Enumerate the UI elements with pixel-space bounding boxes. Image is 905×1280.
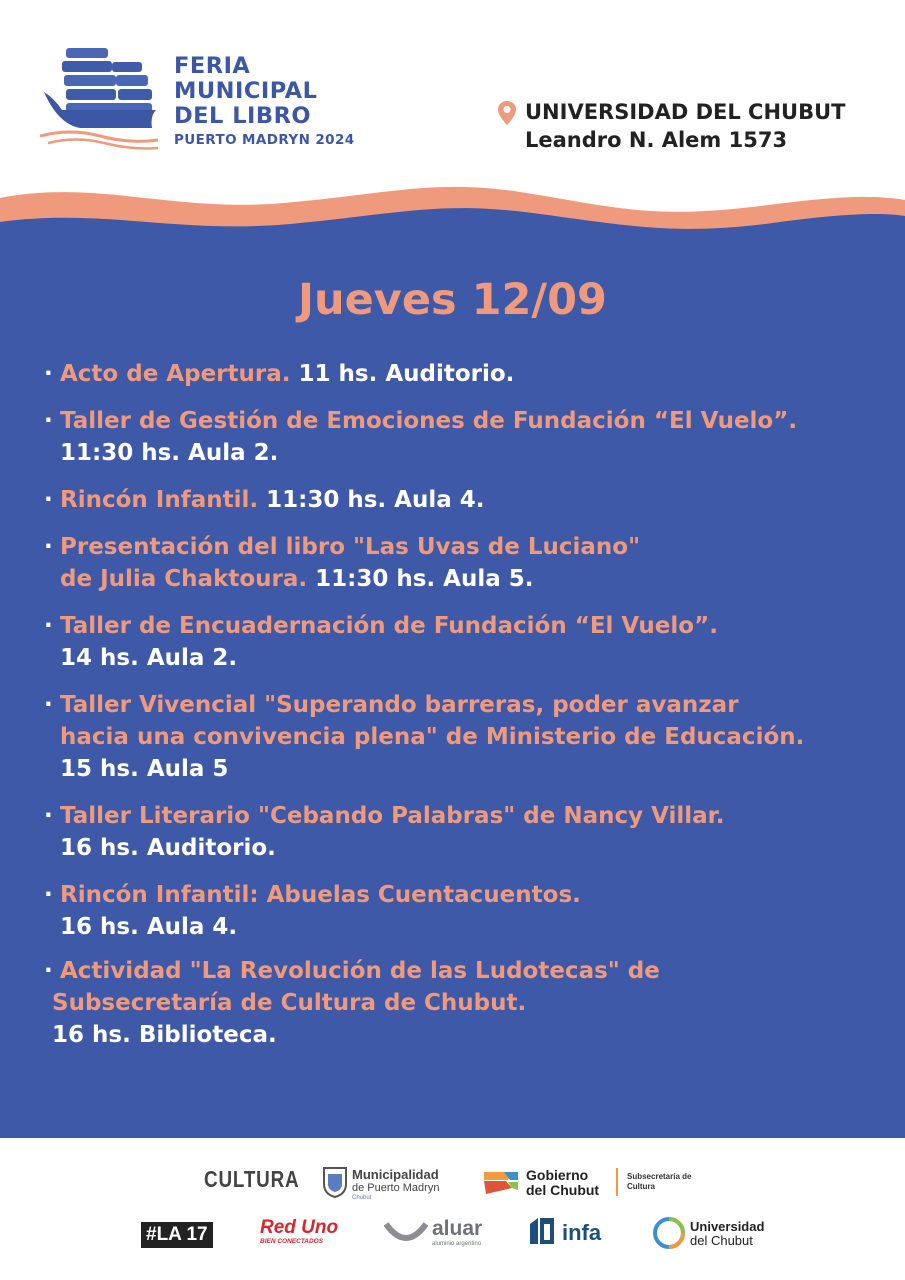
agenda-list [44,358,894,1066]
agenda-item-detail: 16 hs. Aula 4. [60,914,238,940]
logo-line-3: DEL LIBRO [174,103,312,129]
agenda-item-title-cont: Subsecretaría de Cultura de Chubut. [52,990,527,1016]
agenda-item [44,800,894,864]
agenda-item-title-cont: de Julia Chaktoura. [60,566,308,592]
universidad-chubut-ring-icon [652,1216,686,1250]
reduno-tagline: BIEN CONECTADOS [260,1238,324,1245]
municipalidad-logo [352,1168,439,1202]
gob-line-2: del Chubut [526,1182,600,1198]
muni-line-1: Municipalidad [352,1167,439,1182]
logo-line-2: MUNICIPAL [174,78,318,104]
agenda-item-title: Acto de Apertura. [60,361,291,387]
agenda-line [60,358,894,390]
agenda-item [44,879,894,943]
la17-logo-text: #LA 17 [146,1224,208,1245]
subsec-line-2: Cultura [627,1182,655,1191]
agenda-item-title: Taller Literario "Cebando Palabras" de Nancy Villar. [60,803,725,829]
venue-address: Leandro N. Alem 1573 [525,128,788,152]
agenda-item-title: Presentación del libro "Las Uvas de Luciano" [60,534,641,560]
wave-divider [0,180,905,260]
fair-logo-text [174,54,355,150]
agenda-item-detail: 11:30 hs. Aula 4. [258,487,485,513]
cultura-logo [204,1166,299,1193]
logo-line-1: FERIA [174,53,251,79]
agenda-line [60,484,894,516]
aluar-logo [432,1218,482,1248]
subsecretaria-cultura-logo [627,1172,691,1192]
agenda-item-title: Rincón Infantil. [60,487,259,513]
agenda-item-detail: 11 hs. Auditorio. [290,361,515,387]
agenda-item-title: Actividad "La Revolución de las Ludotecas" de [60,958,660,984]
agenda-item-detail: 11:30 hs. Aula 2. [60,440,279,466]
udc-line-1: Universidad [690,1219,765,1234]
cultura-logo-text: CULTURA [204,1166,300,1192]
muni-line-3: Chubut [352,1195,372,1201]
agenda-item [44,689,894,785]
agenda-item-title-cont: hacia una convivencia plena" de Ministerio de Educación. [60,724,805,750]
agenda-item-title: Taller de Gestión de Emociones de Fundación “El Vuelo”. [60,408,798,434]
agenda-item-title: Rincón Infantil: Abuelas Cuentacuentos. [60,882,581,908]
aluar-tagline: aluminio argentino [432,1241,482,1247]
bullet: · [44,958,53,984]
muni-line-2: de Puerto Madryn [352,1182,440,1194]
agenda-item [44,610,894,674]
municipal-shield-icon [322,1166,348,1198]
bullet: · [44,487,53,513]
udc-line-2: del Chubut [690,1233,753,1248]
universidad-chubut-logo [690,1220,764,1248]
aluar-symbol-icon [384,1222,428,1246]
agenda-item [44,405,894,469]
logo-subtitle: PUERTO MADRYN 2024 [174,132,355,148]
day-title: Jueves 12/09 [298,275,607,325]
agenda-item-title: Taller de Encuadernación de Fundación “El Vuelo”. [60,613,718,639]
agenda-item-detail: 15 hs. Aula 5 [60,756,229,782]
bullet: · [44,803,53,829]
agenda-item-detail: 16 hs. Biblioteca. [52,1022,277,1048]
gobierno-chubut-icon [482,1168,520,1196]
agenda-line [60,563,894,595]
agenda-item [44,531,894,595]
bullet: · [44,692,53,718]
bullet: · [44,534,53,560]
gobierno-chubut-logo [526,1168,599,1198]
reduno-logo [260,1218,338,1246]
agenda-item-title: Taller Vivencial "Superando barreras, poder avanzar [60,692,739,718]
reduno-logo-text: Red Uno [260,1217,339,1238]
infa-symbol-icon [528,1216,556,1246]
bullet: · [44,613,53,639]
agenda-item [44,358,894,390]
bullet: · [44,882,53,908]
infa-logo-text: infa [562,1220,602,1245]
logo-divider [616,1168,618,1196]
sponsors-footer [0,1138,905,1280]
agenda-item [44,955,894,1051]
subsec-line-1: Subsecretaría de [627,1172,692,1181]
location-pin-icon [497,100,517,126]
aluar-logo-text: aluar [432,1217,483,1240]
agenda-item-detail: 11:30 hs. Aula 5. [307,566,534,592]
la17-logo [141,1222,213,1248]
bullet: · [44,408,53,434]
agenda-item [44,484,894,516]
bullet: · [44,361,53,387]
book-ship-logo-icon [40,44,162,152]
infa-logo [562,1220,601,1246]
gob-line-1: Gobierno [526,1167,589,1183]
agenda-item-detail: 14 hs. Aula 2. [60,645,238,671]
venue-name: UNIVERSIDAD DEL CHUBUT [525,100,846,124]
agenda-item-detail: 16 hs. Auditorio. [60,835,276,861]
